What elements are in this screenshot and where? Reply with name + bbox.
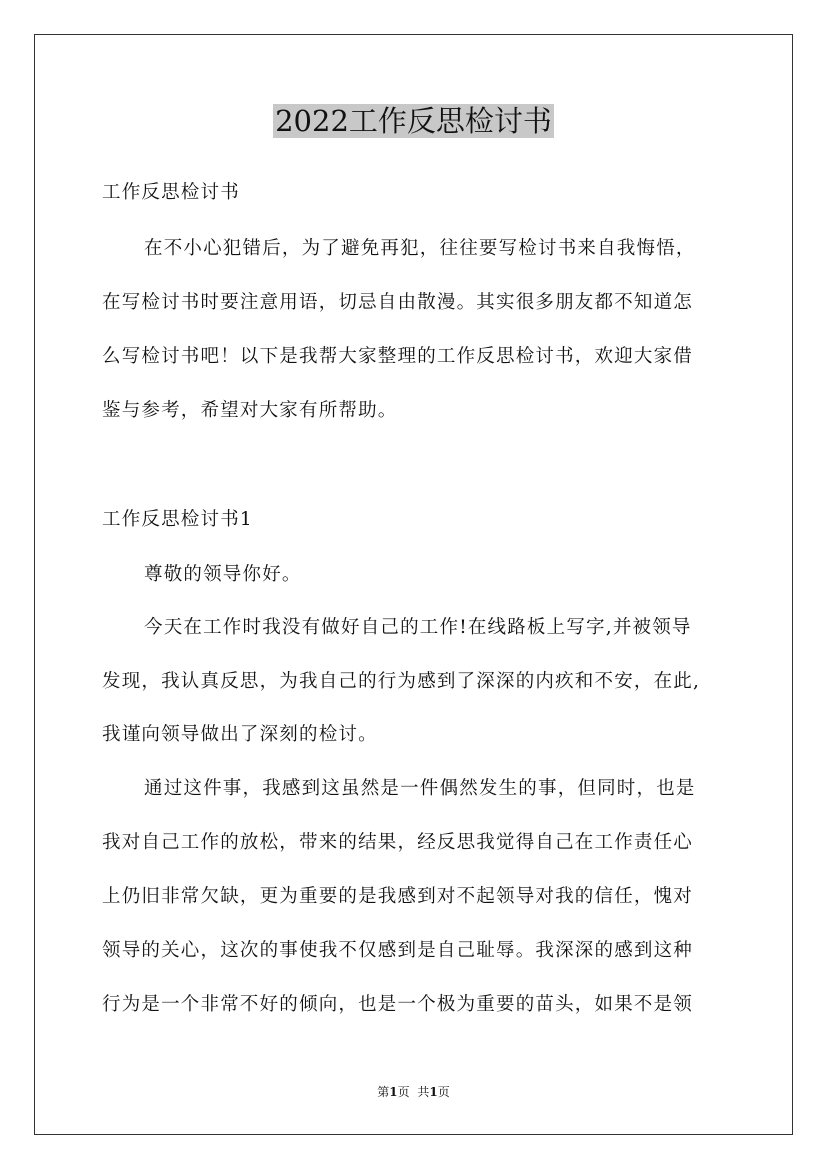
salutation: 尊敬的领导你好。 (144, 564, 302, 585)
page-footer (0, 1083, 827, 1101)
footer-page-number: 1 (389, 1085, 398, 1099)
footer-total-suffix: 页 (437, 1085, 450, 1099)
paragraph-line: 在写检讨书时要注意用语，切忌自由散漫。其实很多朋友都不知道怎 (102, 292, 694, 313)
footer-page-suffix: 页 (397, 1085, 410, 1099)
paragraph-line: 我谨向领导做出了深刻的检讨。 (102, 724, 378, 745)
paragraph-line: 领导的关心，这次的事使我不仅感到是自己耻辱。我深深的感到这种 (102, 940, 694, 961)
section-heading: 工作反思检讨书1 (102, 509, 253, 530)
paragraph-line: 在不小心犯错后，为了避免再犯，往往要写检讨书来自我悔悟， (144, 238, 696, 259)
section-heading: 工作反思检讨书 (102, 182, 240, 203)
document-title-text: 2022工作反思检讨书 (275, 104, 552, 138)
paragraph-line: 上仍旧非常欠缺，更为重要的是我感到对不起领导对我的信任，愧对 (102, 886, 694, 907)
paragraph-line: 发现，我认真反思，为我自己的行为感到了深深的内疚和不安，在此, (102, 671, 701, 692)
paragraph-line: 么写检讨书吧！以下是我帮大家整理的工作反思检讨书，欢迎大家借 (102, 346, 694, 367)
footer-page-prefix: 第 (377, 1085, 390, 1099)
footer-total-prefix: 共 (417, 1085, 430, 1099)
paragraph-line: 我对自己工作的放松，带来的结果，经反思我觉得自己在工作责任心 (102, 832, 694, 853)
document-title (0, 100, 827, 142)
paragraph-line: 通过这件事，我感到这虽然是一件偶然发生的事，但同时，也是 (144, 778, 696, 799)
paragraph-line: 今天在工作时我没有做好自己的工作!在线路板上写字,并被领导 (144, 617, 692, 638)
paragraph-line: 行为是一个非常不好的倾向，也是一个极为重要的苗头，如果不是领 (102, 994, 694, 1015)
paragraph-line: 鉴与参考，希望对大家有所帮助。 (102, 400, 398, 421)
footer-total-number: 1 (429, 1085, 438, 1099)
